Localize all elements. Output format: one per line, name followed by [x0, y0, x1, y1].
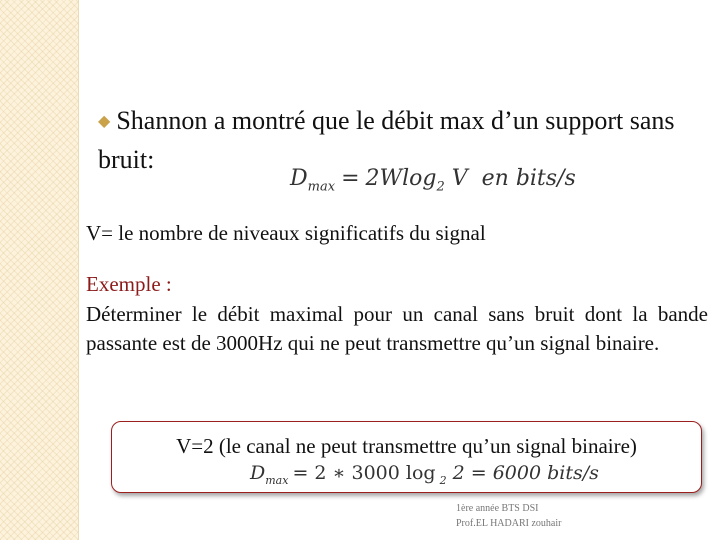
decorative-side-band: [0, 0, 79, 540]
answer-expr: = 2 ∗ 3000 log: [292, 462, 436, 484]
shannon-statement: Shannon a montré que le débit max d’un support sans bruit:: [98, 106, 675, 174]
v-definition: V= le nombre de niveaux significatifs du signal: [86, 221, 486, 245]
answer-lhs-sub: max: [265, 473, 289, 487]
formula-rhs-post: V en bits/s: [444, 166, 576, 191]
answer-lhs: D: [250, 462, 266, 484]
formula-lhs: D: [290, 166, 308, 191]
footer-author: Prof.EL HADARI zouhair: [456, 518, 562, 529]
answer-expr-post: 2 = 6000 bits/s: [446, 462, 599, 484]
shannon-formula: [290, 166, 576, 194]
bullet-icon: ◆: [98, 113, 111, 130]
footer: [456, 501, 561, 531]
footer-course: 1ère année BTS DSI: [456, 503, 539, 514]
answer-formula: [250, 462, 599, 487]
formula-lhs-sub: max: [307, 179, 336, 195]
answer-expr-sub: 2: [439, 473, 447, 487]
formula-equals: =: [341, 166, 360, 191]
answer-box: [111, 421, 702, 493]
example-title: Exemple :: [86, 272, 172, 296]
example-statement: Déterminer le débit maximal pour un canal sans bruit dont la bande passante est de 3000Hz qui ne peut transmettre qu’un signal binaire.: [86, 302, 708, 355]
formula-rhs: 2Wlog: [365, 166, 437, 191]
answer-v-line: V=2 (le canal ne peut transmettre qu’un signal binaire): [176, 434, 637, 458]
formula-rhs-sub: 2: [436, 179, 445, 195]
